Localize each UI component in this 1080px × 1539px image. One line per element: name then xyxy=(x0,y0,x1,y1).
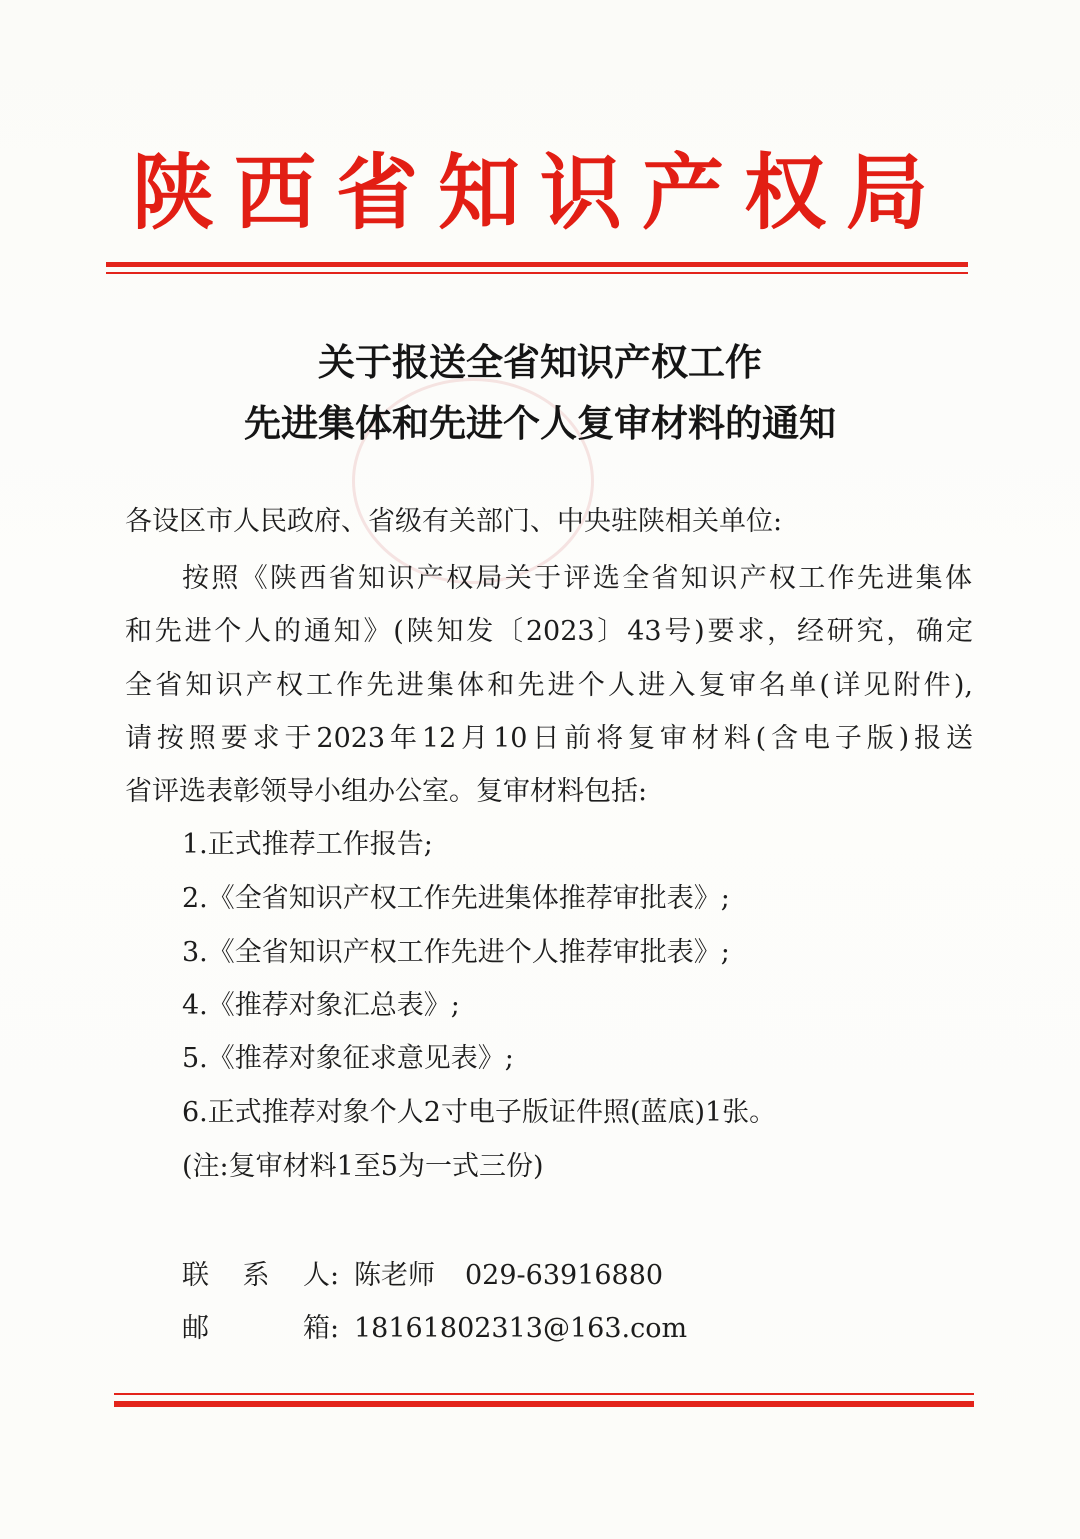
document-title-line2: 先进集体和先进个人复审材料的通知 xyxy=(244,401,836,445)
paragraph-line: 按照《陕西省知识产权局关于评选全省知识产权工作先进集体 xyxy=(182,563,972,594)
footer-rule-thin xyxy=(114,1393,974,1395)
letterhead-rule-thick xyxy=(106,262,968,267)
paragraph-line: 省评选表彰领导小组办公室。复审材料包括: xyxy=(125,776,648,807)
material-item: 3.《全省知识产权工作先进个人推荐审批表》; xyxy=(182,937,730,968)
contact-email-row xyxy=(182,1312,1042,1346)
footer-rule-thick xyxy=(114,1401,974,1407)
materials-note: (注:复审材料1至5为一式三份) xyxy=(182,1151,544,1182)
contact-phone: 029-63916880 xyxy=(465,1260,664,1291)
contact-email: 18161802313@163.com xyxy=(354,1313,688,1344)
document-title-line1: 关于报送全省知识产权工作 xyxy=(318,340,762,384)
material-item: 2.《全省知识产权工作先进集体推荐审批表》; xyxy=(182,883,730,914)
material-item: 4.《推荐对象汇总表》; xyxy=(182,990,460,1021)
contact-person-row xyxy=(182,1259,1042,1293)
letterhead-rule-thin xyxy=(106,272,968,274)
paragraph-line: 全省知识产权工作先进集体和先进个人进入复审名单(详见附件), xyxy=(125,670,973,701)
contact-person-colon: : xyxy=(330,1260,340,1291)
letterhead-org-name: 陕西省知识产权局 xyxy=(131,145,948,241)
material-item: 6.正式推荐对象个人2寸电子版证件照(蓝底)1张。 xyxy=(182,1097,777,1128)
letterhead xyxy=(105,138,975,248)
material-item: 1.正式推荐工作报告; xyxy=(182,829,433,860)
paragraph-line: 请按照要求于2023年12月10日前将复审材料(含电子版)报送 xyxy=(125,723,973,754)
contact-person-label: 联系人 xyxy=(182,1260,330,1291)
material-item: 5.《推荐对象征求意见表》; xyxy=(182,1043,514,1074)
salutation: 各设区市人民政府、省级有关部门、中央驻陕相关单位: xyxy=(125,506,783,537)
contact-email-colon: : xyxy=(330,1313,340,1344)
contact-email-label: 邮箱 xyxy=(182,1313,330,1344)
contact-person-name: 陈老师 xyxy=(354,1260,435,1291)
paragraph-line: 和先进个人的通知》(陕知发〔2023〕43号)要求，经研究，确定 xyxy=(125,616,973,647)
